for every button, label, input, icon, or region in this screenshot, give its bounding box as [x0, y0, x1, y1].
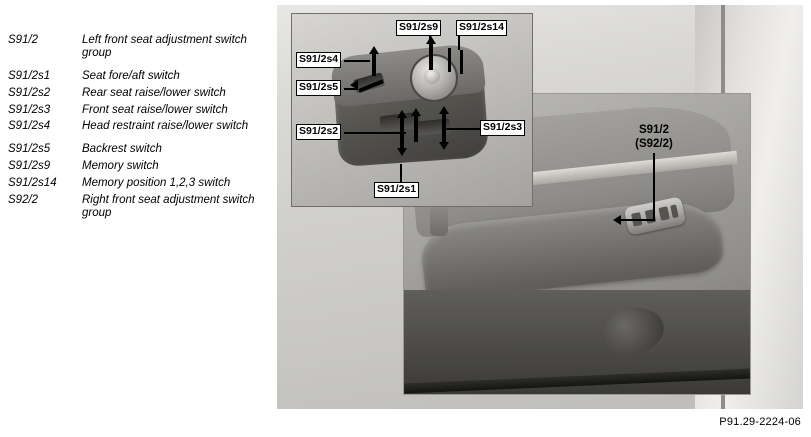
- arrow-s9-shaft: [429, 44, 433, 70]
- callout-s91-2s2: S91/2s2: [296, 124, 341, 140]
- door-callout-line-1: S91/2: [638, 124, 670, 136]
- legend-description: Front seat raise/lower switch: [82, 103, 228, 116]
- leader-s1: [400, 164, 402, 184]
- door-callout-line-2: (S92/2): [635, 138, 673, 151]
- legend-item: [8, 87, 270, 100]
- legend-code: S91/2s9: [8, 160, 51, 173]
- legend-item: [8, 143, 270, 156]
- callout-s91-2s9: S91/2s9: [396, 20, 441, 36]
- leader-s3: [446, 128, 480, 130]
- legend-description: Memory position 1,2,3 switch: [82, 177, 231, 189]
- door-callout-leader-vertical: [653, 153, 655, 221]
- arrow-s1-head-down: [397, 148, 407, 156]
- legend-description: Memory switch: [82, 160, 159, 173]
- leader-s5: [344, 88, 358, 90]
- legend-description: Backrest switch: [82, 143, 162, 156]
- figure-number: P91.29-2224-06: [719, 416, 801, 428]
- legend-item: [8, 120, 270, 133]
- door-callout-leader-horizontal: [621, 219, 655, 221]
- legend-item: [8, 177, 270, 190]
- legend-code: S91/2s2: [8, 86, 51, 99]
- leader-s2: [344, 132, 406, 134]
- leader-s4: [344, 60, 370, 62]
- switch-detail-inset: [291, 13, 533, 207]
- legend-item: [8, 70, 270, 83]
- arrow-s3-head-up: [439, 106, 449, 114]
- arrow-s14-shaft-a: [448, 48, 451, 72]
- callout-s91-2s14: S91/2s14: [456, 20, 507, 36]
- callout-s91-2s4: S91/2s4: [296, 52, 341, 68]
- arrow-s14-shaft-b: [460, 50, 463, 74]
- legend-item: [8, 34, 270, 60]
- legend-description: Rear seat raise/lower switch: [82, 86, 226, 99]
- legend-item: [8, 160, 270, 173]
- legend-item: [8, 194, 270, 220]
- legend-description: Right front seat adjustment switch group: [82, 193, 255, 219]
- door-callout-arrowhead: [613, 215, 621, 225]
- arrow-s4-shaft: [372, 54, 376, 76]
- legend-code: S91/2s5: [8, 143, 51, 156]
- legend-code: S91/2: [8, 34, 39, 46]
- legend-item: [8, 104, 270, 117]
- callout-s91-2s3: S91/2s3: [480, 120, 525, 136]
- callout-s91-2s1: S91/2s1: [374, 182, 419, 198]
- legend-description: Seat fore/aft switch: [82, 69, 180, 82]
- legend-code: S92/2: [8, 193, 39, 206]
- legend-list: [8, 34, 270, 224]
- legend-code: S91/2s4: [8, 120, 51, 133]
- arrow-s9-head: [426, 36, 436, 44]
- leader-s14: [458, 36, 460, 50]
- arrow-s3-head-down: [439, 142, 449, 150]
- arrow-s2-head-up: [411, 108, 421, 116]
- legend-description: Head restraint raise/lower switch: [82, 120, 249, 133]
- arrow-s1-head-up: [397, 110, 407, 118]
- callout-s91-2s5: S91/2s5: [296, 80, 341, 96]
- arrow-s4-head: [369, 46, 379, 54]
- arrow-s2-shaft: [414, 116, 418, 142]
- door-callout-label: [595, 123, 713, 152]
- legend-code: S91/2s1: [8, 69, 51, 82]
- legend-code: S91/2s14: [8, 177, 57, 189]
- figure-illustration: [277, 5, 803, 409]
- legend-code: S91/2s3: [8, 103, 51, 116]
- legend-description: Left front seat adjustment switch group: [82, 34, 247, 59]
